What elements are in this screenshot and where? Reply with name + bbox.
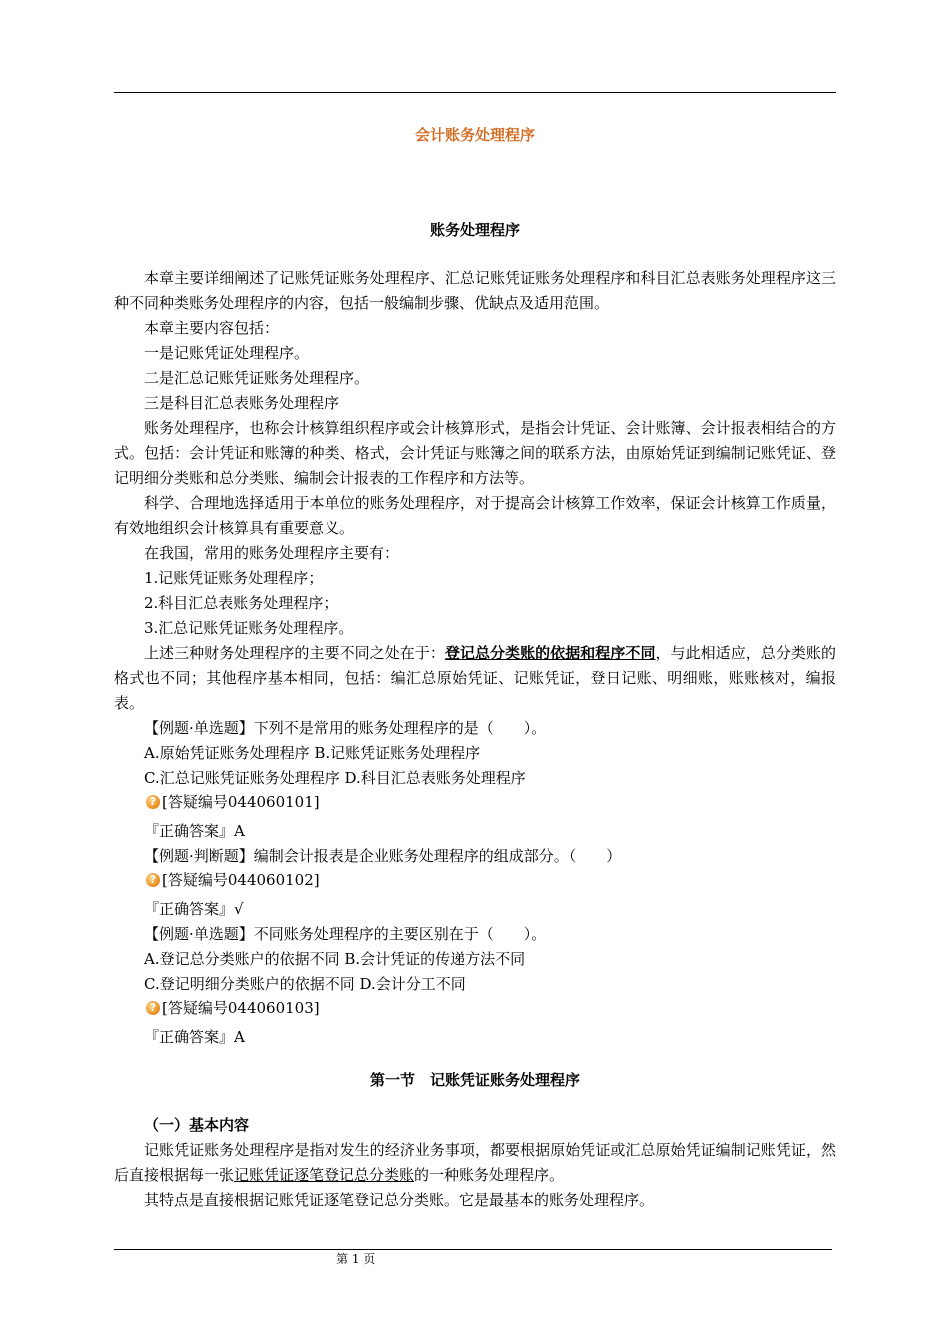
- correct-answer: 『正确答案』A: [144, 822, 245, 840]
- question-option: C.汇总记账凭证账务处理程序 D.科目汇总表账务处理程序: [144, 769, 526, 787]
- list-item: 三是科目汇总表账务处理程序: [144, 394, 340, 412]
- text: 记账凭证账务处理程序是指对发生的经济业务事项，都要根据原始凭证或汇总原始凭证编制记账凭证，然后直接根据每一张: [114, 1141, 836, 1184]
- paragraph: 科学、合理地选择适用于本单位的账务处理程序，对于提高会计核算工作效率，保证会计核算工作质量，有效地组织会计核算具有重要意义。: [114, 494, 836, 537]
- page-number: 第 1 页: [336, 1252, 376, 1266]
- footer-rule: [114, 1249, 832, 1250]
- paragraph: 账务处理程序，也称会计核算组织程序或会计核算形式，是指会计凭证、会计账簿、会计报表相结合的方式。包括：会计凭证和账簿的种类、格式，会计凭证与账簿之间的联系方法，由原始凭证到编制记账凭证、登记明细分类账和总分类账、编制会计报表的工作程序和方法等。: [114, 419, 836, 487]
- question-option: A.登记总分类账户的依据不同 B.会计凭证的传递方法不同: [144, 950, 526, 968]
- question-reference[interactable]: [114, 791, 836, 813]
- question-option: C.登记明细分类账户的依据不同 D.会计分工不同: [144, 975, 466, 993]
- list-item: 2.科目汇总表账务处理程序；: [144, 594, 339, 612]
- text: 上述三种财务处理程序的主要不同之处在于：: [144, 644, 445, 662]
- subsection-title: （一）基本内容: [144, 1116, 250, 1134]
- question-mark-icon[interactable]: ?: [146, 1001, 160, 1015]
- list-item: 1.记账凭证账务处理程序；: [144, 569, 324, 587]
- document-body: [114, 266, 836, 1213]
- section-title: 第一节 记账凭证账务处理程序: [369, 1071, 580, 1089]
- question-stem: 【例题·判断题】编制会计报表是企业账务处理程序的组成部分。（ ）: [144, 847, 622, 865]
- reference-number: [答疑编号044060101]: [162, 793, 320, 811]
- paragraph: 本章主要详细阐述了记账凭证账务处理程序、汇总记账凭证账务处理程序和科目汇总表账务处理程序这三种不同种类账务处理程序的内容，包括一般编制步骤、优缺点及适用范围。: [114, 269, 836, 312]
- list-item: 3.汇总记账凭证账务处理程序。: [144, 619, 354, 637]
- paragraph: [114, 641, 836, 716]
- paragraph: 在我国，常用的账务处理程序主要有：: [144, 544, 400, 562]
- question-reference[interactable]: [114, 997, 836, 1019]
- list-item: 二是汇总记账凭证账务处理程序。: [144, 369, 370, 387]
- paragraph: 本章主要内容包括：: [144, 319, 280, 337]
- underlined-text: 记账凭证逐笔登记总分类账: [234, 1166, 415, 1184]
- document-title: 会计账务处理程序: [414, 126, 535, 144]
- list-item: 一是记账凭证处理程序。: [144, 344, 310, 362]
- question-reference[interactable]: [114, 869, 836, 891]
- question-mark-icon[interactable]: ?: [146, 873, 160, 887]
- paragraph: 其特点是直接根据记账凭证逐笔登记总分类账。它是最基本的账务处理程序。: [144, 1191, 655, 1209]
- question-stem: 【例题·单选题】下列不是常用的账务处理程序的是（ ）。: [144, 719, 547, 737]
- question-stem: 【例题·单选题】不同账务处理程序的主要区别在于（ ）。: [144, 925, 547, 943]
- text: ，与此相适应，总分类账的格式也不同；其他程序基本相同，包括：编汇总原始凭证、记账凭证，登日记账、明细账，账账核对，编报表。: [114, 644, 836, 712]
- text: 的一种账务处理程序。: [414, 1166, 565, 1184]
- correct-answer: 『正确答案』√: [144, 900, 244, 918]
- header-rule: [114, 92, 836, 93]
- question-option: A.原始凭证账务处理程序 B.记账凭证账务处理程序: [144, 744, 481, 762]
- paragraph: [114, 1138, 836, 1188]
- chapter-title: 账务处理程序: [429, 221, 520, 239]
- correct-answer: 『正确答案』A: [144, 1028, 245, 1046]
- emphasis-text: 登记总分类账的依据和程序不同: [444, 644, 656, 662]
- reference-number: [答疑编号044060103]: [162, 999, 320, 1017]
- reference-number: [答疑编号044060102]: [162, 871, 320, 889]
- question-mark-icon[interactable]: ?: [146, 795, 160, 809]
